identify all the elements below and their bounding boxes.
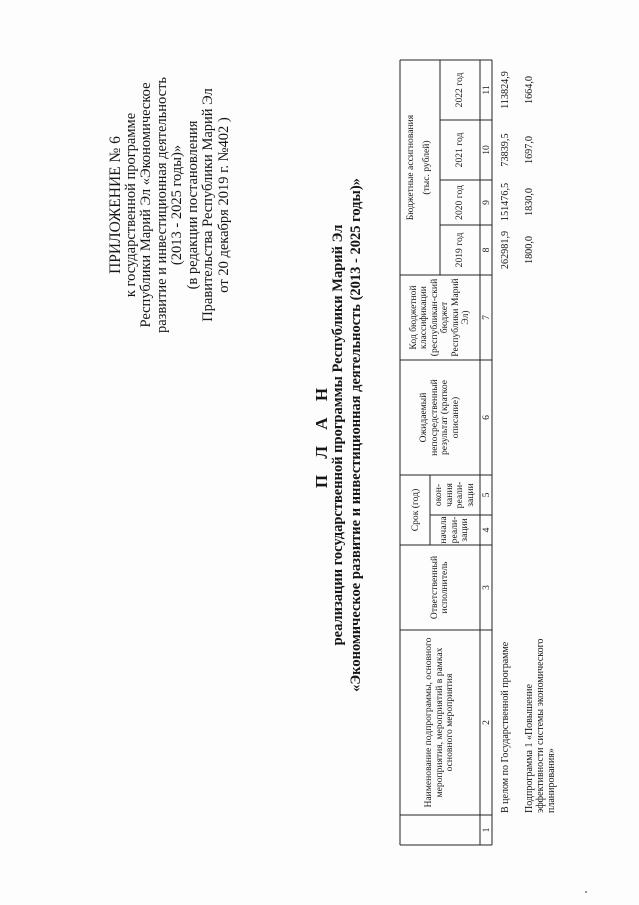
- table-row-subprogram-2022: 1664,0: [524, 76, 535, 105]
- header-kbk: Код бюджетной классификации (республикан-ский бюджет Республики Марий Эл): [407, 278, 471, 357]
- col-number-1: 1: [481, 827, 492, 833]
- appendix-line-1: ПРИЛОЖЕНИЕ № 6: [107, 136, 124, 274]
- table-row-subprogram-2021: 1697,0: [524, 136, 535, 165]
- header-year-2019: 2019 год: [453, 232, 465, 268]
- table-row-total-label: В целом по Государственной программе: [500, 641, 511, 813]
- header-term-end: окон-чания реали-зации: [433, 481, 476, 509]
- col-number-8: 8: [481, 247, 492, 253]
- appendix-line-2: к государственной программе: [122, 112, 139, 298]
- scan-speck: [585, 891, 587, 893]
- appendix-line-4: развитие и инвестиционная деятельность: [153, 76, 170, 334]
- table-row-total-2020: 151476,5: [500, 182, 511, 222]
- header-year-2020: 2020 год: [453, 185, 465, 220]
- header-name: Наименование подпрограммы, основного мероприятия, мероприятий в рамках основного мероприятия: [423, 637, 456, 808]
- col-number-5: 5: [481, 492, 492, 498]
- col-number-10: 10: [481, 145, 492, 155]
- header-result: Ожидаемый непосредственный результат (краткое описание): [418, 379, 461, 456]
- col-number-3: 3: [481, 585, 492, 590]
- table-row-total-2019: 262981,9: [500, 230, 511, 270]
- col-number-11: 11: [481, 85, 492, 95]
- col-number-9: 9: [481, 200, 492, 205]
- col-number-7: 7: [481, 315, 492, 320]
- header-year-2022: 2022 год: [453, 72, 465, 108]
- col-number-4: 4: [481, 527, 492, 533]
- table-row-subprogram-label: Подпрограмма 1 «Повышение эффективности системы экономического планирования»: [524, 638, 557, 813]
- table-row-total-2021: 73839,5: [500, 133, 511, 167]
- col-number-2: 2: [481, 720, 492, 725]
- table-row-subprogram-2020: 1830,0: [524, 188, 535, 217]
- col-number-6: 6: [481, 415, 492, 420]
- appendix-line-8: от 20 декабря 2019 г. №402 ): [215, 117, 232, 293]
- appendix-line-7: Правительства Республики Марий Эл: [200, 88, 216, 322]
- header-term-start: начала реали-зации: [438, 516, 471, 544]
- header-term: Срок (год): [409, 488, 421, 532]
- header-budget: Бюджетные ассигнования: [404, 114, 416, 221]
- header-budget-unit: (тыс. рублей): [420, 140, 432, 195]
- header-executor: Ответственный исполнитель: [428, 555, 450, 620]
- table-row-subprogram-2019: 1800,0: [524, 236, 535, 265]
- header-year-2021: 2021 год: [453, 132, 465, 168]
- appendix-line-6: (в редакции постановления: [184, 120, 201, 290]
- plan-subtitle-1: реализации государственной программы Республики Марий Эл: [330, 224, 346, 646]
- appendix-line-5: (2013 - 2025 годы)»: [169, 144, 185, 266]
- appendix-line-3: Республики Марий Эл «Экономическое: [138, 82, 154, 328]
- plan-subtitle-2: «Экономическое развитие и инвестиционная деятельность (2013 - 2025 годы)»: [348, 178, 364, 692]
- table-row-total-2022: 113824,9: [500, 71, 511, 109]
- plan-title: П Л А Н: [312, 381, 331, 489]
